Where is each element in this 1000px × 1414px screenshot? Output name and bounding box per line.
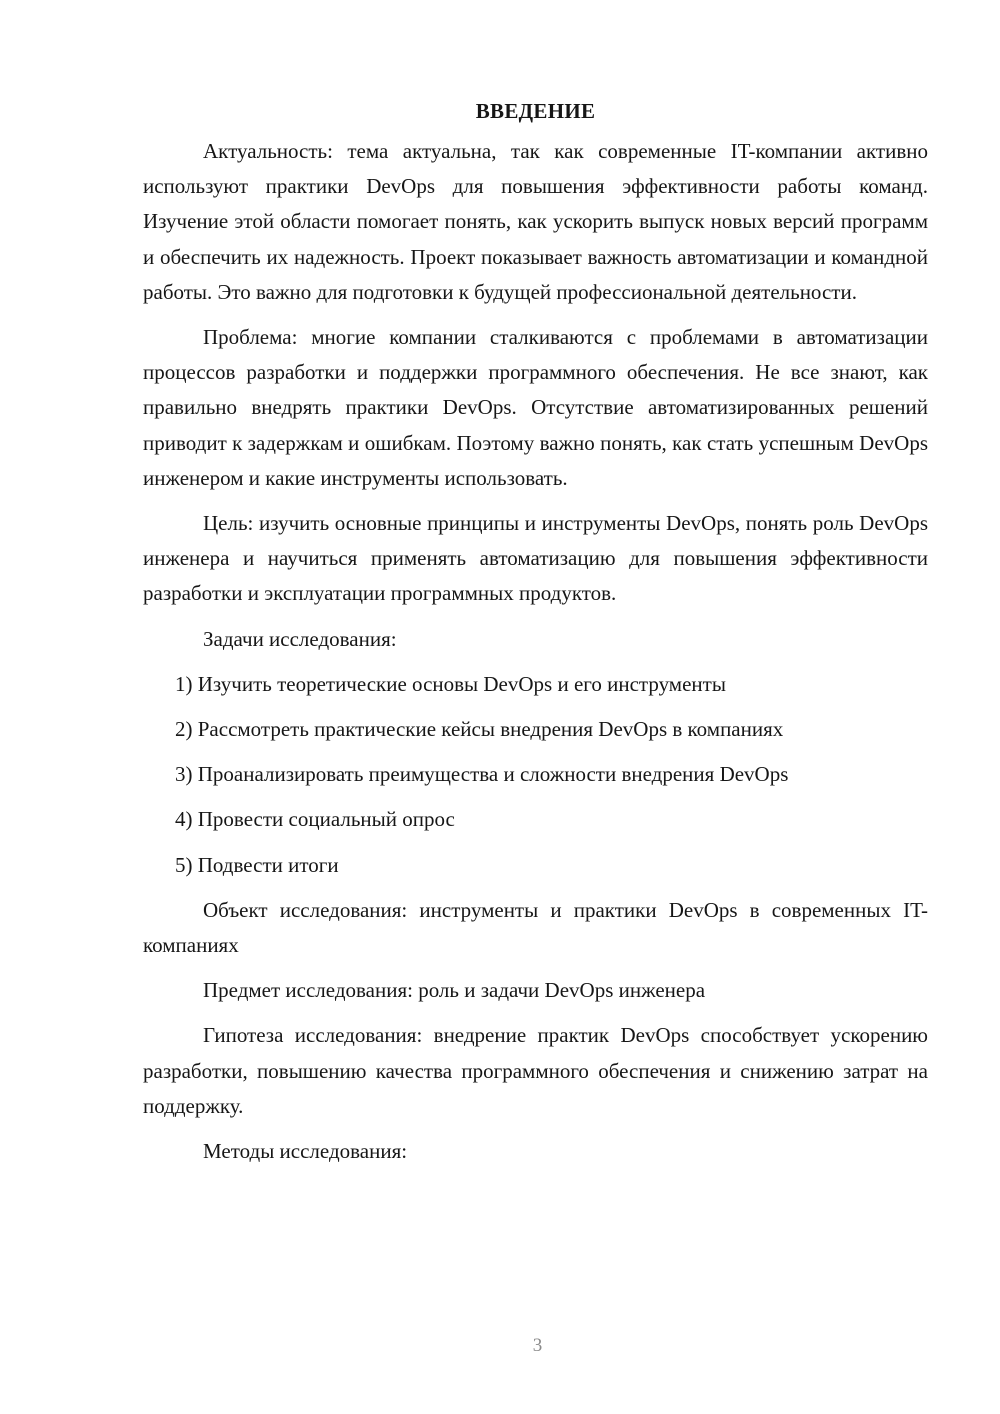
section-title: ВВЕДЕНИЕ (475, 99, 596, 123)
paragraph-object: Объект исследования: инструменты и практики DevOps в современных IT-компаниях (143, 897, 928, 958)
paragraph-tasks-heading: Задачи исследования: (203, 626, 397, 651)
list-item: 1) Изучить теоретические основы DevOps и его инструменты (175, 671, 726, 696)
document-page (143, 96, 928, 1179)
tasks-list (143, 667, 928, 883)
paragraph-methods: Методы исследования: (203, 1139, 408, 1164)
list-item: 2) Рассмотреть практические кейсы внедрения DevOps в компаниях (175, 717, 784, 742)
paragraph-relevance: Актуальность: тема актуальна, так как современные IT-компании активно используют практики DevOps для повышения эффективности работы команд. Изучение этой области помогает понять, как ускорить выпуск новых версий программ и обеспечить их надежность. Проект показывает важность автоматизации и командной работы. Это важно для подготовки к будущей профессиональной деятельности. (143, 139, 928, 304)
list-item: 3) Проанализировать преимущества и сложности внедрения DevOps (175, 762, 789, 787)
paragraph-problem: Проблема: многие компании сталкиваются с проблемами в автоматизации процессов разработки и поддержки программного обеспечения. Не все знают, как правильно внедрять практики DevOps. Отсутствие автоматизированных решений приводит к задержкам и ошибкам. Поэтому важно понять, как стать успешным DevOps инженером и какие инструменты использовать. (143, 325, 928, 490)
list-item: 5) Подвести итоги (175, 852, 339, 877)
paragraph-hypothesis: Гипотеза исследования: внедрение практик DevOps способствует ускорению разработки, повышению качества программного обеспечения и снижению затрат на поддержку. (143, 1023, 928, 1118)
paragraph-subject: Предмет исследования: роль и задачи DevOps инженера (203, 978, 706, 1003)
page-number: 3 (532, 1335, 543, 1356)
paragraph-goal: Цель: изучить основные принципы и инструменты DevOps, понять роль DevOps инженера и научиться применять автоматизацию для повышения эффективности разработки и эксплуатации программных продуктов. (143, 511, 928, 606)
list-item: 4) Провести социальный опрос (175, 807, 455, 832)
